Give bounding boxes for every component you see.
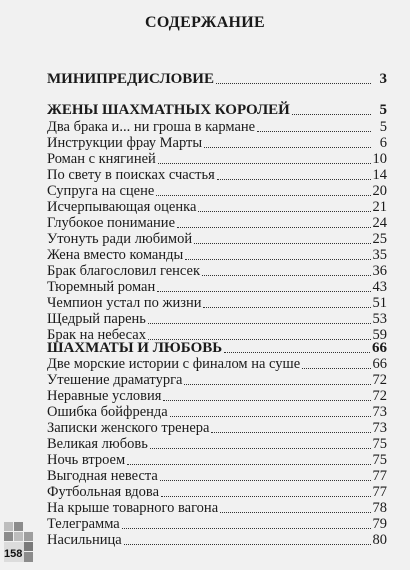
dot-leader — [194, 242, 370, 244]
toc-page-number: 43 — [372, 279, 387, 295]
toc-entry-title: Инструкции фрау Марты — [47, 135, 203, 151]
toc-page-number: 10 — [372, 151, 387, 167]
dot-leader — [150, 447, 371, 449]
toc-entry-title: На крыше товарного вагона — [47, 500, 219, 516]
dot-leader — [122, 527, 371, 529]
toc-page-number: 20 — [372, 183, 387, 199]
toc-page-number: 75 — [372, 452, 387, 468]
toc-page-number: 59 — [372, 327, 387, 343]
dot-leader — [292, 113, 371, 115]
toc-entry-title: Телеграмма — [47, 516, 120, 532]
toc-entry-title: Великая любовь — [47, 436, 148, 452]
toc-page-number: 24 — [372, 215, 387, 231]
toc-page-number: 78 — [372, 500, 387, 516]
toc-entry-title: Утонуть ради любимой — [47, 231, 193, 247]
dot-leader — [157, 290, 370, 292]
toc-entry-title: ШАХМАТЫ И ЛЮБОВЬ — [47, 340, 223, 356]
toc-entry-title: Щедрый парень — [47, 311, 146, 327]
toc-page-number: 14 — [372, 167, 387, 183]
toc-page-number: 6 — [379, 135, 387, 151]
dot-leader — [163, 399, 370, 401]
toc-page-number: 77 — [372, 468, 387, 484]
toc-page-number: 73 — [372, 420, 387, 436]
toc-page-number: 75 — [372, 436, 387, 452]
toc-entry-title: Неравные условия — [47, 388, 162, 404]
toc-entry-title: Утешение драматурга — [47, 372, 183, 388]
toc-entry-title: Чемпион устал по жизни — [47, 295, 202, 311]
toc-entry-title: Две морские истории с финалом на суше — [47, 356, 301, 372]
toc-page-number: 66 — [372, 340, 387, 356]
toc-entry-title: Жена вместо команды — [47, 247, 184, 263]
dot-leader — [124, 543, 371, 545]
toc-section-row — [47, 70, 387, 88]
dot-leader — [156, 194, 370, 196]
toc-page-number: 66 — [372, 356, 387, 372]
toc-entry-title: Глубокое понимание — [47, 215, 176, 231]
dot-leader — [158, 162, 371, 164]
toc-entry-title: ЖЕНЫ ШАХМАТНЫХ КОРОЛЕЙ — [47, 102, 290, 118]
toc-entry-title: Футбольная вдова — [47, 484, 160, 500]
toc-entry-title: Выгодная невеста — [47, 468, 158, 484]
dot-leader — [185, 258, 370, 260]
toc-page-number: 21 — [372, 199, 387, 215]
toc-entry-row — [47, 531, 387, 549]
dot-leader — [224, 351, 370, 353]
toc-entry-title: Записки женского тренера — [47, 420, 210, 436]
page-title: СОДЕРЖАНИЕ — [144, 14, 266, 31]
dot-leader — [177, 226, 370, 228]
dot-leader — [202, 274, 370, 276]
toc-entry-title: Исчерпывающая оценка — [47, 199, 197, 215]
page-number: 158 — [4, 548, 23, 560]
dot-leader — [220, 511, 370, 513]
toc-section-row — [47, 101, 387, 119]
toc-entry-title: Тюремный роман — [47, 279, 156, 295]
dot-leader — [170, 415, 371, 417]
dot-leader — [148, 322, 371, 324]
toc-entry-title: Супруга на сцене — [47, 183, 155, 199]
dot-leader — [127, 463, 370, 465]
dot-leader — [184, 383, 370, 385]
toc-entry-title: По свету в поисках счастья — [47, 167, 215, 183]
toc-page-number: 36 — [372, 263, 387, 279]
dot-leader — [161, 495, 370, 497]
toc-entry-title: Насильница — [47, 532, 122, 548]
toc-entry-title: Ошибка бойфренда — [47, 404, 168, 420]
dot-leader — [216, 82, 371, 84]
dot-leader — [211, 431, 370, 433]
toc-page-number: 79 — [372, 516, 387, 532]
toc-page-number: 25 — [372, 231, 387, 247]
dot-leader — [257, 130, 371, 132]
toc-page-number: 80 — [372, 532, 387, 548]
toc-page-number: 72 — [372, 388, 387, 404]
toc-entry-title: Ночь втроем — [47, 452, 126, 468]
dot-leader — [160, 479, 371, 481]
toc-page-number: 73 — [372, 404, 387, 420]
toc-page-number: 53 — [372, 311, 387, 327]
toc-page-number: 35 — [372, 247, 387, 263]
toc-entry-title: Брак благословил генсек — [47, 263, 201, 279]
dot-leader — [204, 146, 371, 148]
toc-entry-title: Брак на небесах — [47, 327, 146, 343]
toc-entry-title: Роман с княгиней — [47, 151, 156, 167]
toc-page-number: 72 — [372, 372, 387, 388]
toc-page-number: 51 — [372, 295, 387, 311]
dot-leader — [203, 306, 370, 308]
toc-page-number: 5 — [379, 119, 387, 135]
toc-page-number: 77 — [372, 484, 387, 500]
toc-page-number: 5 — [379, 102, 387, 118]
dot-leader — [302, 367, 370, 369]
dot-leader — [198, 210, 370, 212]
toc-entry-title: МИНИПРЕДИСЛОВИЕ — [47, 71, 214, 87]
dot-leader — [217, 178, 371, 180]
toc-entry-title: Два брака и... ни гроша в кармане — [47, 119, 256, 135]
toc-page-number: 3 — [379, 71, 387, 87]
